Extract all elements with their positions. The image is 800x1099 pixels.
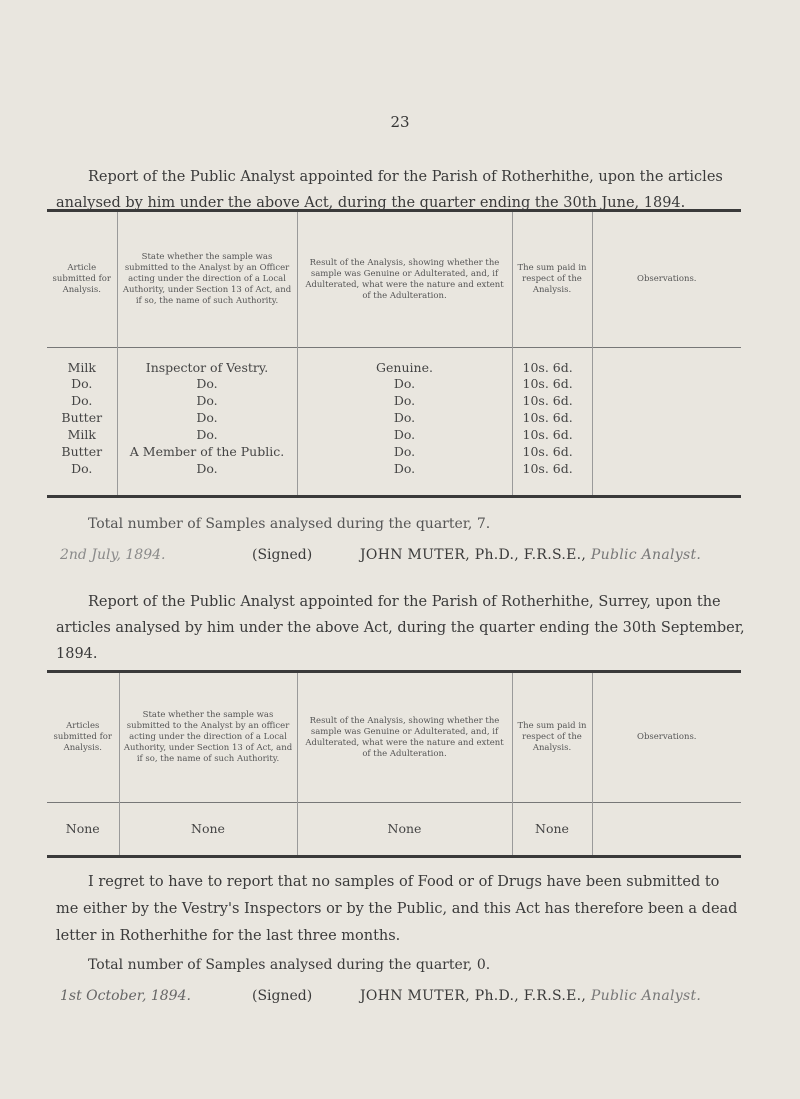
report2-header-row xyxy=(47,672,741,803)
cell-sum-paid: 10s. 6d. xyxy=(512,461,592,497)
report1-header-row xyxy=(47,211,741,348)
cell-sum-paid: 10s. 6d. xyxy=(512,348,592,376)
cell-submitted-by: Do. xyxy=(117,461,297,497)
header-submitted-by: State whether the sample was submitted to the Analyst by an officer acting under the direction of a Local Authority, under Section 13 of Act, and if so, the name of such Authority. xyxy=(119,672,297,803)
cell-observations xyxy=(592,444,741,461)
table-row xyxy=(47,410,741,427)
page-number: 23 xyxy=(390,113,410,131)
table-row xyxy=(47,461,741,497)
report1-table xyxy=(47,209,741,498)
cell-result: Do. xyxy=(297,444,512,461)
report2-table xyxy=(47,670,741,858)
report2-total: Total number of Samples analysed during the quarter, 0. xyxy=(88,957,491,973)
cell-sum-paid: 10s. 6d. xyxy=(512,427,592,444)
cell-submitted-by: A Member of the Public. xyxy=(117,444,297,461)
table-row xyxy=(47,376,741,393)
header-articles: Articles submitted for Analysis. xyxy=(53,721,112,753)
cell-result: Do. xyxy=(297,410,512,427)
cell-submitted-by: Do. xyxy=(117,393,297,410)
cell-article: Do. xyxy=(71,393,93,408)
table-row xyxy=(47,427,741,444)
cell-article: Do. xyxy=(71,376,93,391)
report1-analyst-name xyxy=(360,547,701,563)
cell-observations xyxy=(592,803,741,857)
header-observations: Observations. xyxy=(592,211,741,348)
report2-signed: (Signed) xyxy=(252,988,313,1004)
cell-sum-paid: 10s. 6d. xyxy=(512,376,592,393)
report1-signed: (Signed) xyxy=(252,547,313,563)
report1-total: Total number of Samples analysed during the quarter, 7. xyxy=(88,516,491,532)
cell-sum-paid: None xyxy=(512,803,592,857)
cell-result: Genuine. xyxy=(297,348,512,376)
cell-article: Butter xyxy=(61,444,103,459)
header-submitted-by: State whether the sample was submitted to the Analyst by an Officer acting under the direction of a Local Authority, under Section 13 of Act, and if so, the name of such Authority. xyxy=(117,211,297,348)
cell-observations xyxy=(592,410,741,427)
cell-result: Do. xyxy=(297,461,512,497)
cell-article: Do. xyxy=(71,460,93,476)
cell-submitted-by: Inspector of Vestry. xyxy=(117,348,297,376)
report2-intro: Report of the Public Analyst appointed for the Parish of Rotherhithe, Surrey, upon the articles analysed by him under the above Act, during the quarter ending the 30th September, 1894. xyxy=(56,594,745,662)
cell-sum-paid: 10s. 6d. xyxy=(512,410,592,427)
cell-observations xyxy=(592,427,741,444)
cell-article: Butter xyxy=(61,410,103,425)
report1-analyst-credentials: JOHN MUTER, Ph.D., F.R.S.E., xyxy=(360,547,587,563)
header-result: Result of the Analysis, showing whether the sample was Genuine or Adulterated, and, if Adulterated, what were the nature and extent of the Adulteration. xyxy=(297,672,512,803)
header-observations: Observations. xyxy=(592,672,741,803)
cell-result: Do. xyxy=(297,376,512,393)
cell-sum-paid: 10s. 6d. xyxy=(512,444,592,461)
report1-date: 2nd July, 1894. xyxy=(60,547,166,563)
cell-submitted-by: Do. xyxy=(117,376,297,393)
header-article: Article submitted for Analysis. xyxy=(52,263,111,295)
report2-analyst-name xyxy=(360,988,701,1004)
header-result: Result of the Analysis, showing whether the sample was Genuine or Adulterated, and, if Adulterated, what were the nature and extent of the Adulteration. xyxy=(297,211,512,348)
cell-article: Milk xyxy=(67,359,96,375)
cell-sum-paid: 10s. 6d. xyxy=(512,393,592,410)
cell-submitted-by: Do. xyxy=(117,410,297,427)
report2-analyst-title: Public Analyst. xyxy=(590,988,702,1004)
cell-observations xyxy=(592,348,741,376)
table-row xyxy=(47,393,741,410)
table-row xyxy=(47,803,741,857)
report2-date: 1st October, 1894. xyxy=(60,988,191,1004)
table-row xyxy=(47,348,741,376)
report1-intro: Report of the Public Analyst appointed for the Parish of Rotherhithe, upon the articles analysed by him under the above Act, during the quarter ending the 30th June, 1894. xyxy=(56,169,723,211)
cell-submitted-by: Do. xyxy=(117,427,297,444)
cell-article: Milk xyxy=(67,427,96,442)
cell-article: None xyxy=(65,821,100,836)
cell-observations xyxy=(592,376,741,393)
header-sum-paid: The sum paid in respect of the Analysis. xyxy=(512,672,592,803)
header-sum-paid: The sum paid in respect of the Analysis. xyxy=(512,211,592,348)
cell-observations xyxy=(592,461,741,497)
cell-result: Do. xyxy=(297,393,512,410)
cell-result: Do. xyxy=(297,427,512,444)
cell-observations xyxy=(592,393,741,410)
report1-analyst-title: Public Analyst. xyxy=(590,547,702,563)
report2-analyst-credentials: JOHN MUTER, Ph.D., F.R.S.E., xyxy=(360,988,587,1004)
table-row xyxy=(47,444,741,461)
cell-submitted-by: None xyxy=(119,803,297,857)
report2-regret: I regret to have to report that no samples of Food or of Drugs have been submitted to me either by the Vestry's Inspectors or by the Public, and this Act has therefore been a dead letter in Rotherhithe for the last three months. xyxy=(56,874,738,944)
cell-result: None xyxy=(297,803,512,857)
